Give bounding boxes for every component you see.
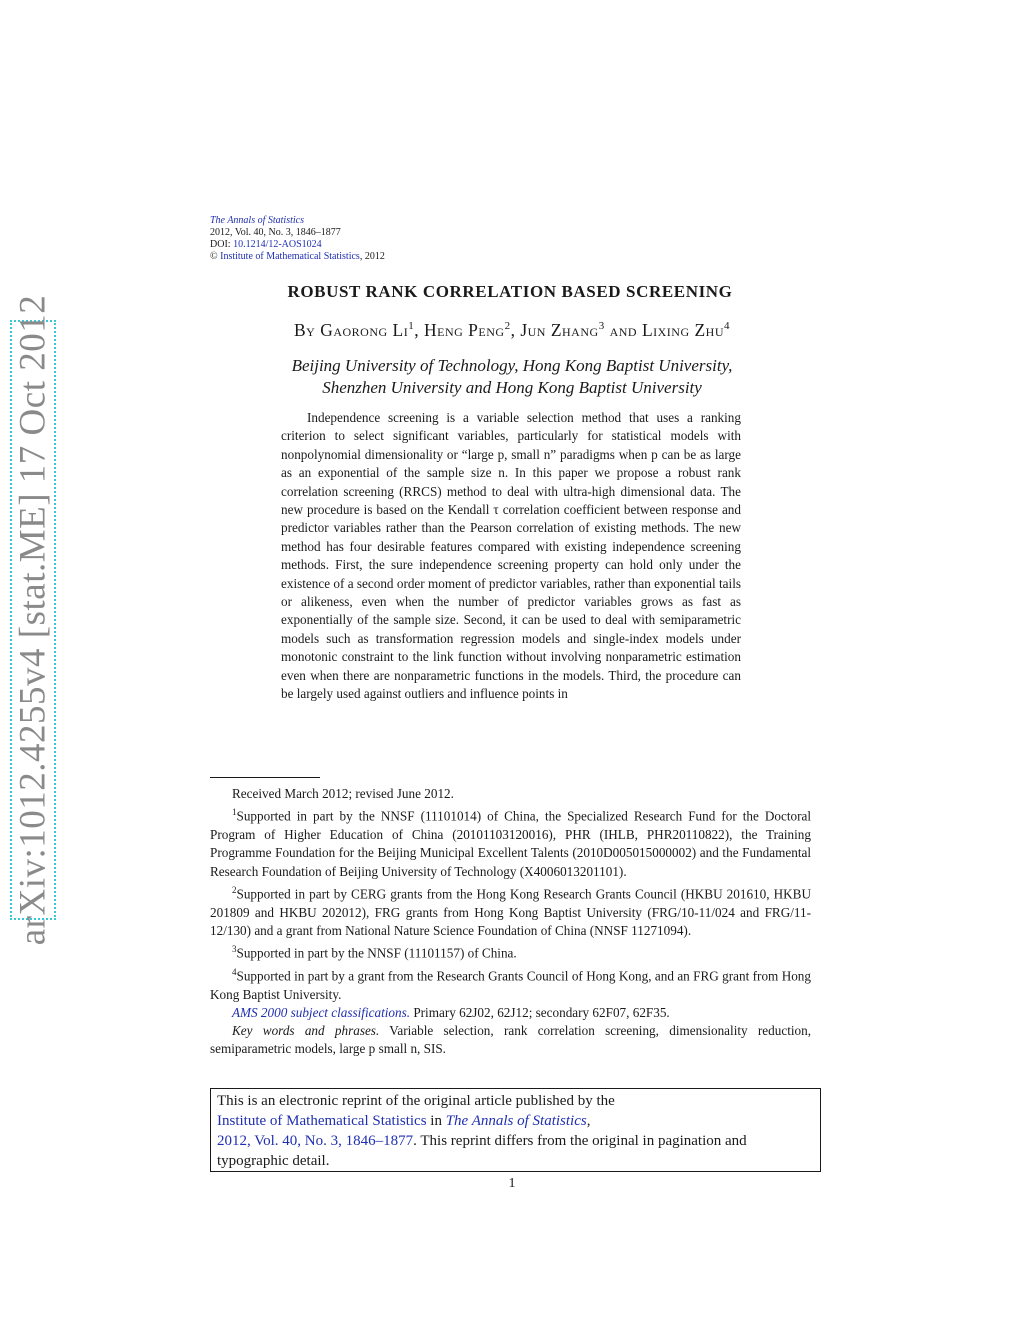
publisher-link[interactable]: Institute of Mathematical Statistics — [220, 251, 360, 262]
footnote-3 — [210, 940, 811, 963]
affiliation-line: Shenzhen University and Hong Kong Baptist University — [322, 378, 702, 397]
keywords — [210, 1022, 811, 1059]
author-footnote-mark: 4 — [724, 320, 731, 333]
copyright-icon: © — [210, 251, 218, 262]
keywords-label: Key words and phrases. — [232, 1023, 380, 1039]
author-footnote-mark: 3 — [598, 320, 605, 333]
footnote-text: Supported in part by CERG grants from the Hong Kong Research Grants Council (HKBU 201610, HKBU 201809 and HKBU 202012), FRG grants from Hong Kong Baptist University (FRG/10-11/024 and FRG/11-12/130) and a grant from National Nature Science Foundation of China (NNSF 11271094). — [210, 886, 811, 938]
paper-title: ROBUST RANK CORRELATION BASED SCREENING — [287, 282, 733, 301]
author-footnote-mark: 2 — [504, 320, 511, 333]
author-name: Heng Peng — [423, 320, 505, 340]
author-footnote-mark: 1 — [408, 320, 415, 333]
received-dates: Received March 2012; revised June 2012. — [232, 786, 454, 801]
arxiv-stamp[interactable] — [10, 294, 56, 946]
keywords-text: Variable selection, rank correlation screening, dimensionality reduction, semiparametric models, large p small n, SIS. — [210, 1023, 812, 1057]
footnote-1 — [210, 803, 811, 881]
and-word: and — [609, 320, 638, 340]
footnote-mark: 3 — [232, 944, 237, 955]
author-line: By Gaorong Li$^1$, Heng Peng$^2$, Jun Zhang$^3$ and Lixing Zhu$^4$ — [293, 320, 731, 340]
copyright-year: , 2012 — [359, 251, 385, 262]
affiliation-line: Beijing University of Technology, Hong Kong Baptist University, — [291, 356, 733, 375]
reprint-text: in — [426, 1113, 446, 1129]
reprint-text: This is an electronic reprint of the original article published by the — [217, 1093, 615, 1109]
footnote-mark: 2 — [232, 884, 237, 895]
page-number: 1 — [508, 1176, 516, 1191]
journal-info — [210, 215, 385, 263]
author-name: Gaorong Li — [320, 320, 409, 340]
footnote-text: Supported in part by the NNSF (11101157) of China. — [236, 945, 517, 961]
reprint-volume-link[interactable]: 2012, Vol. 40, No. 3, 1846–1877 — [217, 1133, 414, 1149]
footnote-mark: 1 — [232, 807, 237, 818]
author-name: Lixing Zhu — [641, 320, 725, 340]
footnote-rule — [210, 777, 320, 778]
abstract-text: Independence screening is a variable selection method that uses a ranking criterion to select significant variables, particularly for statistical models with nonpolynomial dimensionality or “large p, small n” paradigms when p can be as large as an exponential of the sample size n. In this paper we propose a robust rank correlation screening (RRCS) method to deal with ultra-high dimensional data. The new procedure is based on the Kendall τ correlation coefficient between response and predictor variables rather than the Pearson correlation of existing methods. The new method has four desirable features compared with existing independence screening methods. First, the sure independence screening property can hold only under the existence of a second order moment of predictor variables, rather than exponential tails or alikeness, even when the number of predictor variables grows as fast as exponentially of the sample size. Second, it can be used to deal with semiparametric models such as transformation regression models and single-index models under monotonic constraint to the link function without involving nonparametric estimation even when there are nonparametric functions in the models. Third, the procedure can be largely used against outliers and influence points in — [281, 410, 741, 702]
journal-link[interactable]: The Annals of Statistics — [210, 215, 304, 226]
reprint-journal-link[interactable]: The Annals of Statistics — [445, 1113, 587, 1129]
reprint-publisher-link[interactable]: Institute of Mathematical Statistics — [217, 1113, 427, 1129]
footnotes — [210, 785, 811, 1059]
ams-link[interactable]: AMS 2000 subject classifications. — [232, 1004, 411, 1020]
doi-link[interactable]: 10.1214/12-AOS1024 — [233, 239, 322, 250]
footnote-mark: 4 — [232, 966, 237, 977]
abstract — [281, 409, 741, 704]
by-word: By — [293, 320, 316, 340]
footnote-text: Supported in part by the NNSF (11101014) of China, the Specialized Research Fund for the Doctoral Program of Higher Education of China (20101103120016), PHR (IHLB, PHR20110822), the Training Programme Foundation for the Beijing Municipal Excellent Talents (2010D005015000002) and the Fundamental Research Foundation of Beijing University of Technology (X4006013201101). — [210, 808, 811, 879]
footnote-2 — [210, 881, 811, 940]
ams-codes: Primary 62J02, 62J12; secondary 62F07, 62F35. — [410, 1004, 670, 1020]
footnote-4 — [210, 963, 811, 1004]
author-name: Jun Zhang — [520, 320, 599, 340]
arxiv-stamp-text: arXiv:1012.4255v4 [stat.ME] 17 Oct 2012 — [12, 294, 54, 946]
footnote-text: Supported in part by a grant from the Research Grants Council of Hong Kong, and an FRG grant from Hong Kong Baptist University. — [210, 968, 811, 1002]
ams-classification — [210, 1004, 811, 1022]
affiliations — [0, 355, 1024, 399]
doi-label: DOI: — [210, 239, 231, 250]
journal-volume: 2012, Vol. 40, No. 3, 1846–1877 — [210, 227, 341, 238]
reprint-text: , — [586, 1113, 591, 1129]
reprint-notice — [210, 1088, 821, 1172]
reprint-text: . This reprint differs from the original in pagination and typographic detail. — [217, 1133, 747, 1169]
